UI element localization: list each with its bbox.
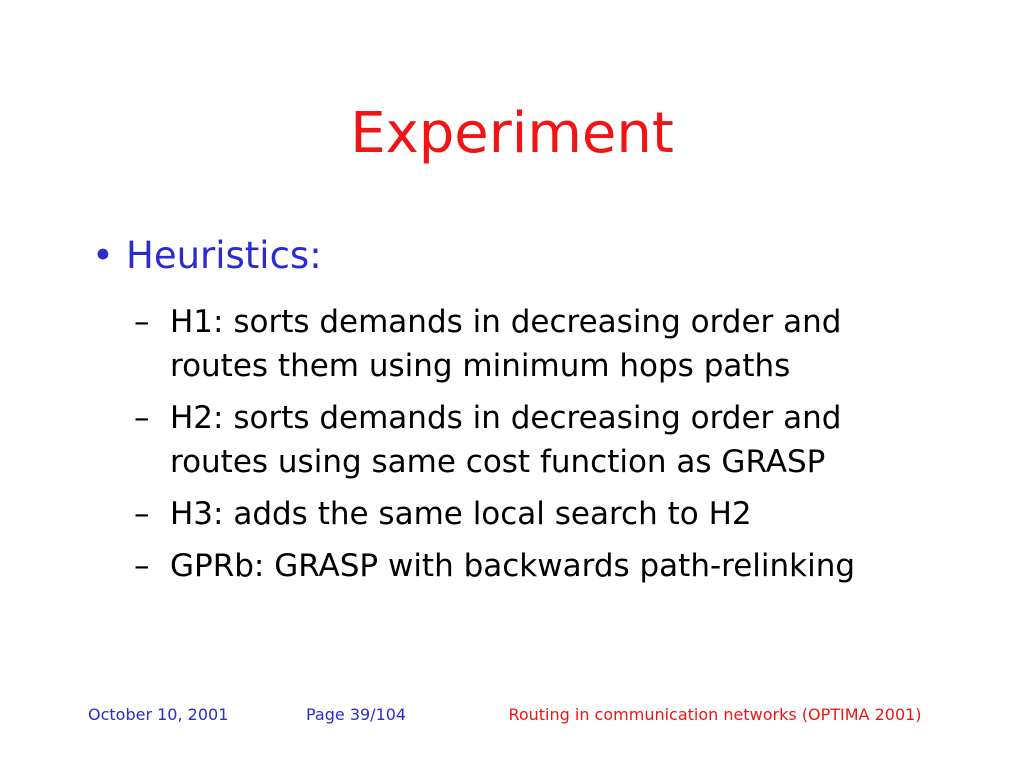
list-item-text: H1: sorts demands in decreasing order and routes them using minimum hops paths [170, 304, 842, 384]
dash-mark: – [134, 400, 150, 436]
bullet-heuristics [92, 230, 322, 282]
dash-mark: – [134, 496, 150, 532]
list-item-h1 [134, 300, 914, 388]
bullet-label: Heuristics: [126, 234, 322, 277]
dash-mark: – [134, 548, 150, 584]
footer-page-number: Page 39/104 [306, 705, 407, 724]
list-item-gprb [134, 544, 914, 588]
list-item-h3 [134, 492, 914, 536]
bullet-mark: • [92, 234, 114, 277]
list-item-text: H3: adds the same local search to H2 [170, 496, 752, 532]
heuristics-list [134, 300, 914, 596]
slide-title: Experiment [350, 101, 674, 166]
list-item-text: H2: sorts demands in decreasing order and routes using same cost function as GRASP [170, 400, 842, 480]
dash-mark: – [134, 304, 150, 340]
footer-date: October 10, 2001 [88, 705, 229, 724]
list-item-text: GPRb: GRASP with backwards path-relinking [170, 548, 856, 584]
list-item-h2 [134, 396, 914, 484]
footer-presentation-title: Routing in communication networks (OPTIMA 2001) [508, 705, 922, 724]
